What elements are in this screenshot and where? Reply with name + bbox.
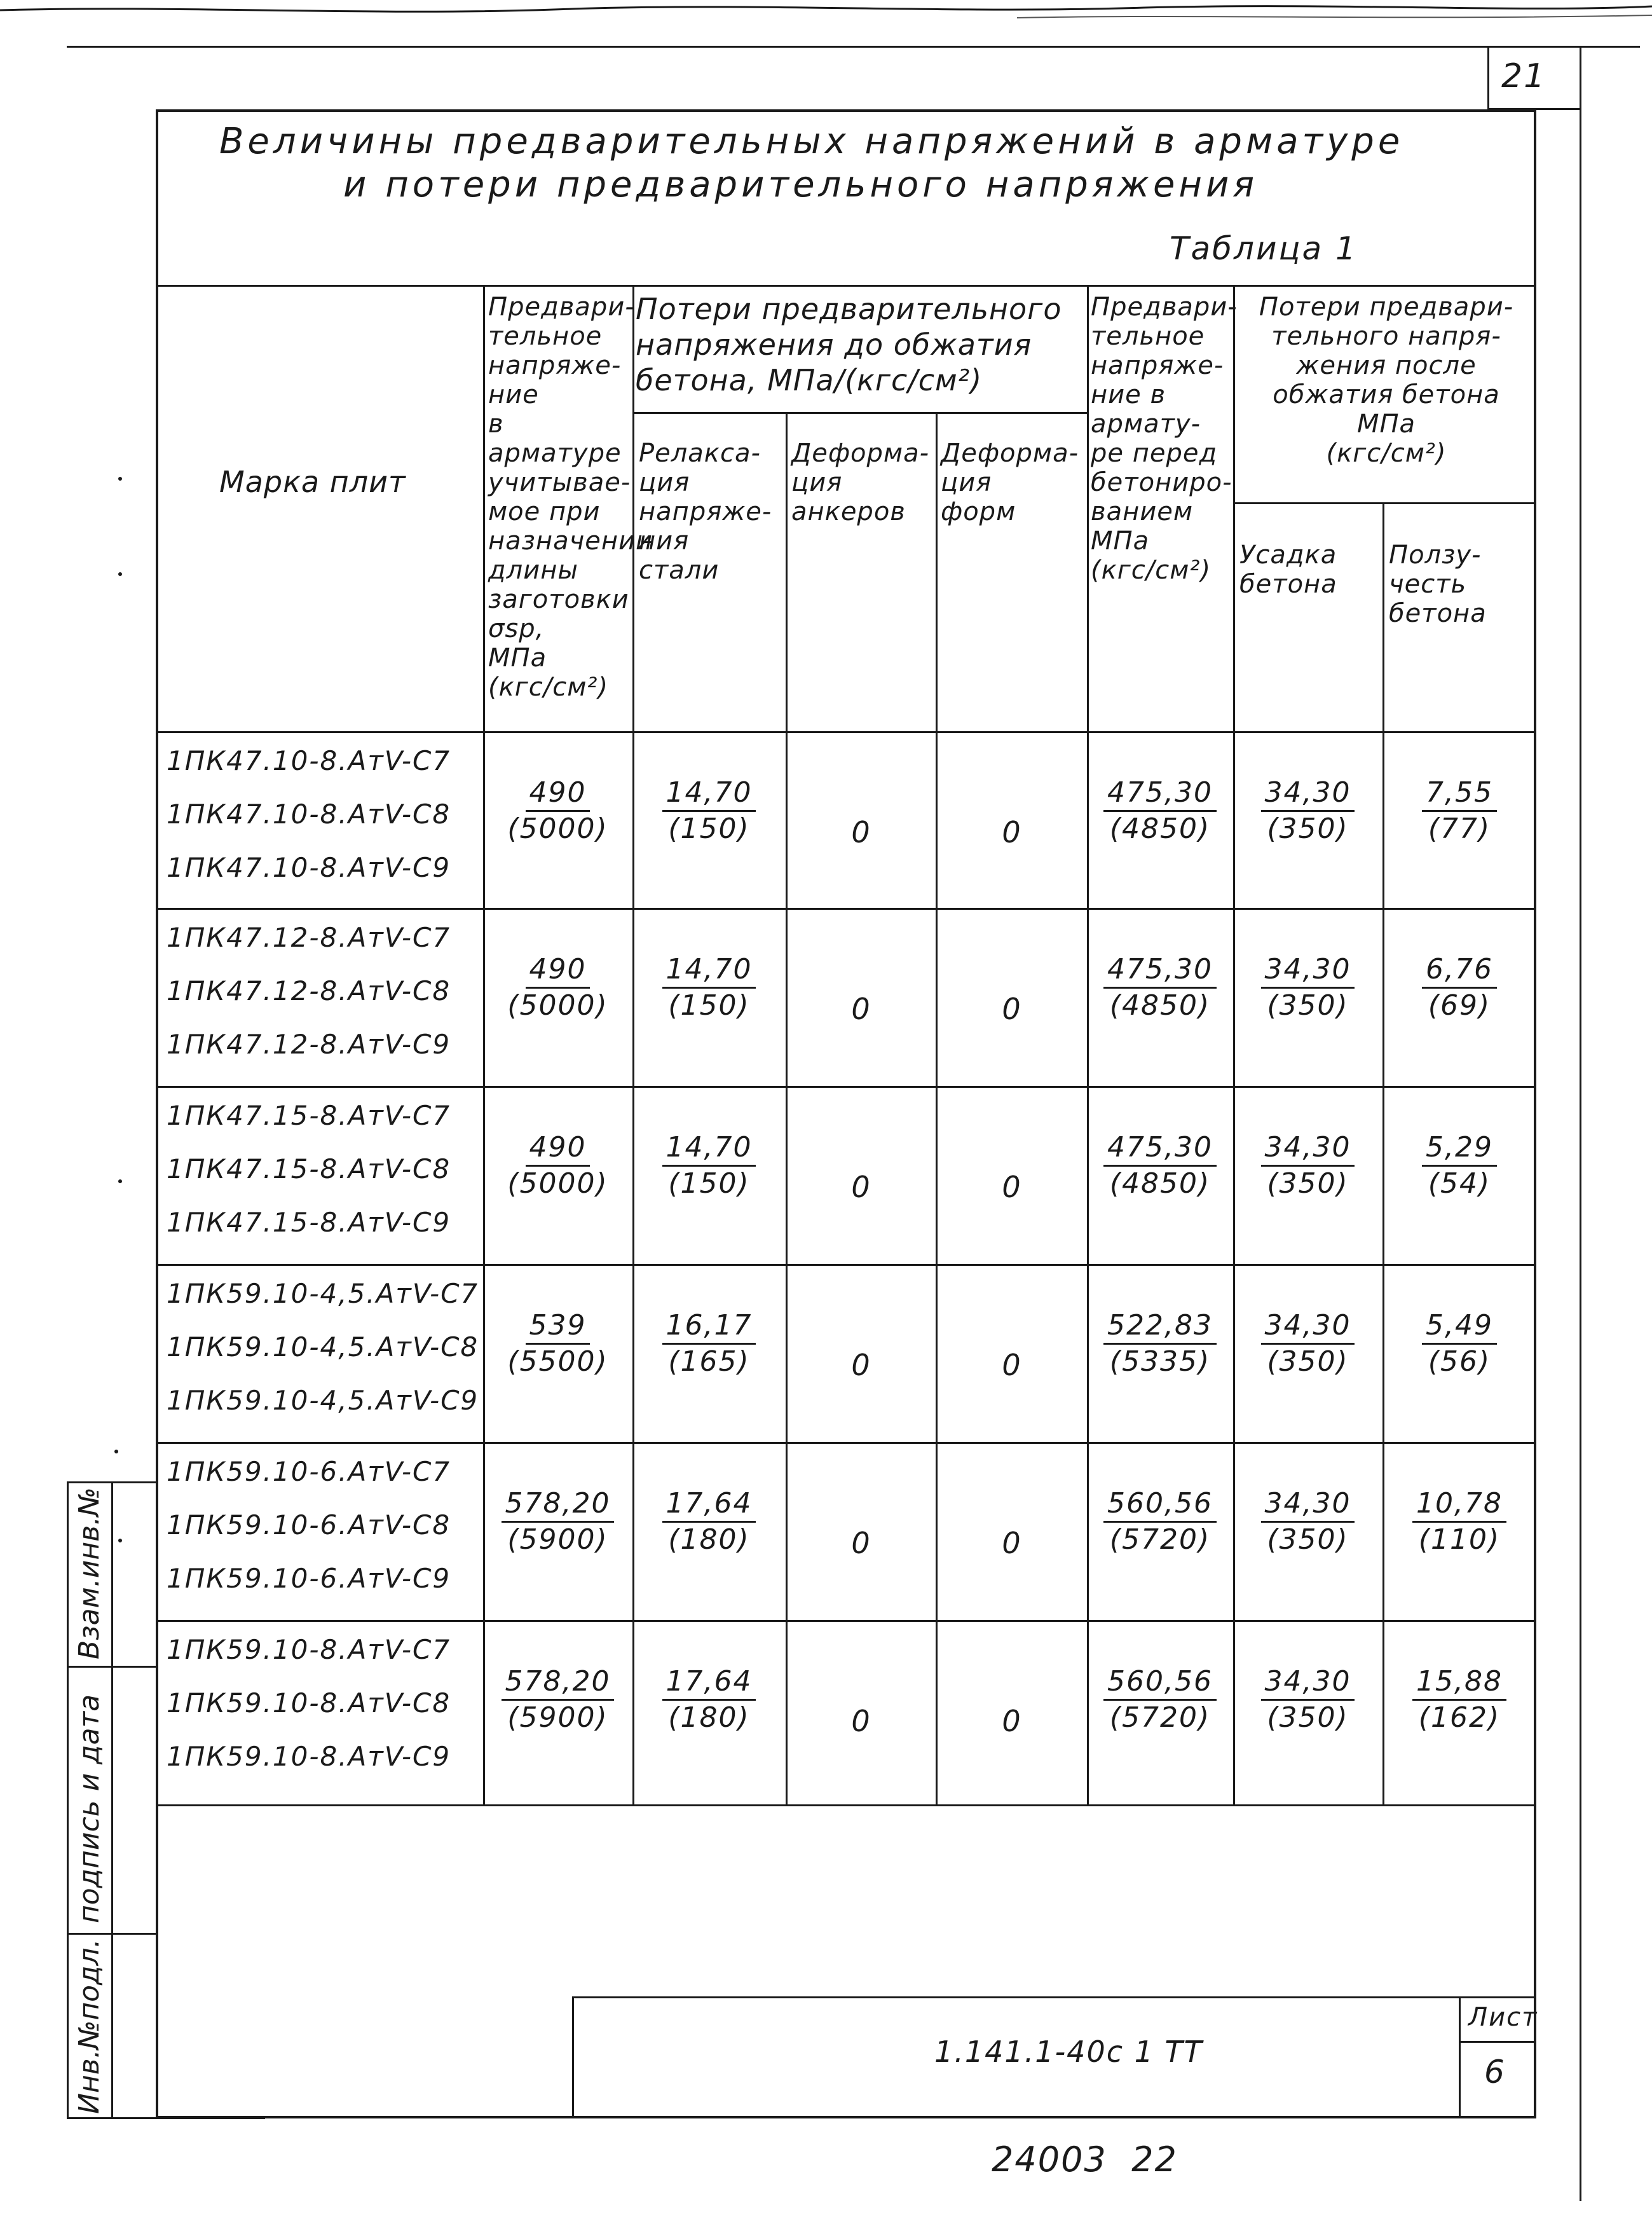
value-fraction bbox=[632, 1130, 786, 1201]
value-fraction bbox=[1382, 952, 1536, 1023]
header-line: тельное bbox=[1091, 322, 1205, 351]
header-line: стали bbox=[639, 556, 720, 585]
value-fraction bbox=[1087, 776, 1233, 846]
col-line-4 bbox=[936, 412, 938, 1804]
header-line: назначении bbox=[488, 526, 653, 556]
header-bottom-line bbox=[156, 731, 1536, 733]
value-fraction bbox=[1382, 1486, 1536, 1557]
col-line-1 bbox=[483, 285, 485, 1804]
value-fraction bbox=[483, 1130, 632, 1201]
header-line: ция bbox=[791, 468, 843, 497]
plate-mark: 1ПК59.10-6.АтV-С9 bbox=[167, 1563, 451, 1594]
value-mpa: 10,78 bbox=[1412, 1486, 1506, 1523]
header-line: форм bbox=[941, 497, 1016, 526]
value-mpa: 560,56 bbox=[1103, 1486, 1217, 1523]
value-mpa: 5,49 bbox=[1422, 1308, 1497, 1345]
plate-mark: 1ПК59.10-4,5.АтV-С7 bbox=[167, 1278, 479, 1309]
plate-mark: 1ПК47.10-8.АтV-С7 bbox=[167, 745, 451, 776]
value-mpa: 475,30 bbox=[1103, 1130, 1217, 1167]
value-kgs: (77) bbox=[1428, 813, 1491, 845]
plate-mark: 1ПК47.12-8.АтV-С8 bbox=[167, 975, 451, 1006]
col-line-6 bbox=[1233, 285, 1235, 1804]
plate-mark: 1ПК59.10-6.АтV-С7 bbox=[167, 1456, 451, 1487]
value-fraction bbox=[1087, 1486, 1233, 1557]
value-kgs: (150) bbox=[668, 989, 750, 1022]
value-mpa: 490 bbox=[526, 1130, 590, 1167]
value-mpa: 14,70 bbox=[662, 1130, 756, 1167]
value-zero: 0 bbox=[851, 1170, 870, 1204]
plate-mark: 1ПК59.10-8.АтV-С7 bbox=[167, 1634, 451, 1665]
scan-speck bbox=[118, 1179, 122, 1183]
value-kgs: (350) bbox=[1267, 813, 1349, 845]
header-line: ция bbox=[941, 468, 992, 497]
header-line: анкеров bbox=[791, 497, 906, 526]
header-line: напряже- bbox=[488, 351, 622, 380]
title-line-2: и потери предварительного напряжения bbox=[343, 164, 1259, 205]
stamp-sheet-subline bbox=[1459, 2041, 1536, 2043]
value-fraction bbox=[1382, 1665, 1536, 1735]
value-kgs: (4850) bbox=[1109, 1167, 1211, 1200]
header-line: тельное bbox=[488, 322, 603, 351]
header-line: напряже- bbox=[1091, 351, 1224, 380]
value-zero: 0 bbox=[851, 992, 870, 1026]
header-line: Деформа- bbox=[791, 439, 930, 468]
stamp-sheet-label: Лист bbox=[1468, 2003, 1538, 2032]
header-line: Предвари- bbox=[1091, 292, 1238, 322]
header-shrinkage bbox=[1239, 540, 1381, 599]
value-fraction bbox=[483, 952, 632, 1023]
header-line: МПа bbox=[1356, 409, 1416, 439]
value-kgs: (165) bbox=[668, 1345, 750, 1378]
value-kgs: (5900) bbox=[507, 1523, 608, 1556]
value-kgs: (5000) bbox=[507, 813, 608, 845]
value-mpa: 578,20 bbox=[502, 1665, 615, 1701]
value-fraction bbox=[1233, 1486, 1382, 1557]
col-line-2 bbox=[632, 285, 634, 1804]
value-fraction bbox=[632, 952, 786, 1023]
stamp-sheet-divider bbox=[1459, 1996, 1461, 2118]
page-number-divider bbox=[1487, 46, 1489, 109]
title-line-1: Величины предварительных напряжений в арматуре bbox=[219, 121, 1404, 162]
value-kgs: (56) bbox=[1428, 1345, 1491, 1378]
losses-before-subline bbox=[632, 412, 1087, 414]
value-kgs: (162) bbox=[1418, 1701, 1501, 1734]
stamp-doc-code: 1.141.1-40с 1 ТТ bbox=[934, 2035, 1203, 2069]
value-zero: 0 bbox=[851, 1348, 870, 1382]
header-line: (кгс/см²) bbox=[1091, 556, 1212, 585]
value-mpa: 15,88 bbox=[1412, 1665, 1506, 1701]
frame-top-line bbox=[67, 46, 1640, 48]
side-box-left bbox=[67, 1481, 69, 2117]
header-losses-before: Потери предварительного напряжения до обжатия бетона, МПа/(кгс/см²) bbox=[636, 292, 1062, 397]
value-kgs: (5720) bbox=[1109, 1523, 1211, 1556]
value-mpa: 6,76 bbox=[1422, 952, 1497, 989]
value-zero: 0 bbox=[1002, 815, 1021, 849]
plate-mark: 1ПК47.12-8.АтV-С7 bbox=[167, 922, 451, 953]
header-line: ция bbox=[639, 468, 690, 497]
header-creep bbox=[1389, 540, 1535, 628]
value-kgs: (350) bbox=[1267, 1167, 1349, 1200]
plate-mark: 1ПК59.10-8.АтV-С9 bbox=[167, 1741, 451, 1772]
value-fraction bbox=[1233, 776, 1382, 846]
value-fraction bbox=[1087, 952, 1233, 1023]
header-line: Ползу- bbox=[1389, 540, 1482, 570]
value-fraction bbox=[1382, 776, 1536, 846]
value-kgs: (4850) bbox=[1109, 989, 1211, 1022]
scan-speck bbox=[118, 1539, 122, 1542]
value-fraction bbox=[1233, 1308, 1382, 1379]
row-line-4 bbox=[156, 1442, 1536, 1444]
value-kgs: (110) bbox=[1418, 1523, 1501, 1556]
header-line: бетона bbox=[1389, 599, 1487, 628]
value-fraction bbox=[632, 1486, 786, 1557]
value-fraction bbox=[1233, 1130, 1382, 1201]
value-mpa: 34,30 bbox=[1261, 952, 1355, 989]
header-line: обжатия бетона bbox=[1273, 380, 1500, 409]
value-kgs: (5500) bbox=[507, 1345, 608, 1378]
scan-edge-line bbox=[0, 0, 1652, 38]
stamp-top-line bbox=[572, 1996, 1536, 1998]
value-fraction bbox=[1087, 1308, 1233, 1379]
frame-right-line bbox=[1580, 46, 1581, 2201]
value-mpa: 560,56 bbox=[1103, 1665, 1217, 1701]
value-mpa: 14,70 bbox=[662, 776, 756, 812]
side-box-top bbox=[67, 1481, 156, 1483]
value-fraction bbox=[1233, 952, 1382, 1023]
value-kgs: (5720) bbox=[1109, 1701, 1211, 1734]
value-mpa: 34,30 bbox=[1261, 776, 1355, 812]
col-line-5 bbox=[1087, 285, 1089, 1804]
row-line-3 bbox=[156, 1264, 1536, 1266]
header-line: длины bbox=[488, 556, 578, 585]
header-line: в арматуре bbox=[488, 409, 622, 468]
value-zero: 0 bbox=[1002, 1170, 1021, 1204]
value-mpa: 34,30 bbox=[1261, 1486, 1355, 1523]
header-line: Усадка bbox=[1239, 540, 1337, 570]
plate-mark: 1ПК59.10-4,5.АтV-С9 bbox=[167, 1385, 479, 1416]
value-zero: 0 bbox=[1002, 1526, 1021, 1560]
side-box-right bbox=[111, 1481, 113, 2117]
header-line: заготовки bbox=[488, 585, 629, 614]
value-fraction bbox=[1382, 1308, 1536, 1379]
header-line: ние bbox=[488, 380, 539, 409]
side-label-signature-date: подпись и дата bbox=[73, 1694, 106, 1923]
row-line-2 bbox=[156, 1086, 1536, 1088]
side-box-div-1 bbox=[67, 1666, 156, 1668]
side-box-bottom bbox=[67, 2117, 265, 2119]
value-fraction bbox=[1087, 1130, 1233, 1201]
value-kgs: (150) bbox=[668, 1167, 750, 1200]
header-line: МПа bbox=[488, 643, 547, 673]
value-mpa: 14,70 bbox=[662, 952, 756, 989]
header-line: ния bbox=[639, 526, 690, 556]
value-fraction bbox=[632, 1308, 786, 1379]
side-box-div-2 bbox=[67, 1933, 156, 1935]
value-fraction bbox=[1087, 1665, 1233, 1735]
value-zero: 0 bbox=[1002, 992, 1021, 1026]
table-caption: Таблица 1 bbox=[1170, 230, 1358, 267]
value-kgs: (350) bbox=[1267, 1701, 1349, 1734]
header-line: учитывае- bbox=[488, 468, 631, 497]
row-line-1 bbox=[156, 908, 1536, 910]
value-kgs: (5000) bbox=[507, 1167, 608, 1200]
plate-mark: 1ПК47.10-8.АтV-С9 bbox=[167, 852, 451, 883]
value-fraction bbox=[632, 776, 786, 846]
header-losses-after bbox=[1237, 292, 1536, 468]
header-prestress bbox=[488, 292, 653, 702]
value-kgs: (5335) bbox=[1109, 1345, 1211, 1378]
plate-mark: 1ПК59.10-6.АтV-С8 bbox=[167, 1509, 451, 1541]
header-line: бетониро- bbox=[1091, 468, 1232, 497]
value-fraction bbox=[632, 1665, 786, 1735]
value-kgs: (350) bbox=[1267, 1345, 1349, 1378]
value-zero: 0 bbox=[851, 815, 870, 849]
scan-speck bbox=[118, 572, 122, 576]
header-line: МПа bbox=[1091, 526, 1150, 556]
header-line: (кгс/см²) bbox=[488, 673, 609, 702]
value-mpa: 490 bbox=[526, 952, 590, 989]
value-mpa: 475,30 bbox=[1103, 776, 1217, 812]
value-fraction bbox=[1233, 1665, 1382, 1735]
header-line: жения после bbox=[1296, 351, 1477, 380]
stamp-left-line bbox=[572, 1996, 574, 2118]
losses-after-subline bbox=[1233, 502, 1536, 504]
col-line-3 bbox=[786, 412, 788, 1804]
header-prestress-before-concreting bbox=[1091, 292, 1238, 585]
row-line-5 bbox=[156, 1620, 1536, 1622]
value-fraction bbox=[483, 1665, 632, 1735]
value-mpa: 475,30 bbox=[1103, 952, 1217, 989]
value-kgs: (180) bbox=[668, 1701, 750, 1734]
header-top-line bbox=[156, 285, 1536, 287]
value-mpa: 490 bbox=[526, 776, 590, 812]
value-mpa: 17,64 bbox=[662, 1665, 756, 1701]
value-zero: 0 bbox=[1002, 1348, 1021, 1382]
value-kgs: (69) bbox=[1428, 989, 1491, 1022]
value-kgs: (350) bbox=[1267, 989, 1349, 1022]
plate-mark: 1ПК47.15-8.АтV-С8 bbox=[167, 1153, 451, 1184]
value-mpa: 34,30 bbox=[1261, 1130, 1355, 1167]
header-line: тельного напря- bbox=[1271, 322, 1501, 351]
value-fraction bbox=[483, 1486, 632, 1557]
header-line: ванием bbox=[1091, 497, 1194, 526]
value-fraction bbox=[1382, 1130, 1536, 1201]
value-mpa: 5,29 bbox=[1422, 1130, 1497, 1167]
plate-mark: 1ПК47.12-8.АтV-С9 bbox=[167, 1029, 451, 1060]
value-zero: 0 bbox=[851, 1526, 870, 1560]
value-zero: 0 bbox=[1002, 1704, 1021, 1738]
header-anchor-deformation bbox=[791, 439, 934, 526]
value-mpa: 34,30 bbox=[1261, 1665, 1355, 1701]
header-line: мое при bbox=[488, 497, 601, 526]
side-label-vzam-inv: Взам.инв.№ bbox=[73, 1487, 106, 1659]
header-line: бетона bbox=[1239, 570, 1337, 599]
value-mpa: 17,64 bbox=[662, 1486, 756, 1523]
value-kgs: (150) bbox=[668, 813, 750, 845]
plate-mark: 1ПК59.10-4,5.АтV-С8 bbox=[167, 1331, 479, 1363]
value-kgs: (54) bbox=[1428, 1167, 1491, 1200]
header-line: σsp, bbox=[488, 614, 545, 643]
header-line: Потери предвари- bbox=[1259, 292, 1514, 322]
header-line: Предвари- bbox=[488, 292, 635, 322]
plate-mark: 1ПК47.15-8.АтV-С7 bbox=[167, 1100, 451, 1131]
header-line: (кгс/см²) bbox=[1326, 439, 1447, 468]
value-fraction bbox=[483, 1308, 632, 1379]
plate-mark: 1ПК47.15-8.АтV-С9 bbox=[167, 1207, 451, 1238]
value-mpa: 7,55 bbox=[1422, 776, 1497, 812]
header-line: напряже- bbox=[639, 497, 772, 526]
header-line: честь bbox=[1389, 570, 1467, 599]
page-number: 21 bbox=[1501, 57, 1546, 95]
plate-mark: 1ПК47.10-8.АтV-С8 bbox=[167, 799, 451, 830]
value-mpa: 578,20 bbox=[502, 1486, 615, 1523]
value-kgs: (5900) bbox=[507, 1701, 608, 1734]
header-line: Релакса- bbox=[639, 439, 761, 468]
header-line: ние в bbox=[1091, 380, 1166, 409]
value-kgs: (350) bbox=[1267, 1523, 1349, 1556]
value-kgs: (180) bbox=[668, 1523, 750, 1556]
scan-speck bbox=[118, 477, 122, 481]
scan-speck bbox=[114, 1450, 118, 1453]
side-label-inv-podl: Инв.№подл. bbox=[73, 1939, 106, 2114]
value-kgs: (5000) bbox=[507, 989, 608, 1022]
header-line: ре перед bbox=[1091, 439, 1218, 468]
value-mpa: 522,83 bbox=[1103, 1308, 1217, 1345]
header-line: армату- bbox=[1091, 409, 1201, 439]
header-mark: Марка плит bbox=[219, 465, 406, 499]
plate-mark: 1ПК59.10-8.АтV-С8 bbox=[167, 1687, 451, 1719]
header-relaxation bbox=[639, 439, 784, 585]
stamp-sheet-number: 6 bbox=[1484, 2054, 1506, 2090]
value-mpa: 539 bbox=[526, 1308, 590, 1345]
value-kgs: (4850) bbox=[1109, 813, 1211, 845]
bottom-number: 24003 22 bbox=[992, 2139, 1178, 2180]
value-mpa: 16,17 bbox=[662, 1308, 756, 1345]
value-zero: 0 bbox=[851, 1704, 870, 1738]
value-fraction bbox=[483, 776, 632, 846]
table-bottom-line bbox=[156, 1804, 1536, 1806]
header-line: Деформа- bbox=[941, 439, 1079, 468]
value-mpa: 34,30 bbox=[1261, 1308, 1355, 1345]
header-form-deformation bbox=[941, 439, 1086, 526]
